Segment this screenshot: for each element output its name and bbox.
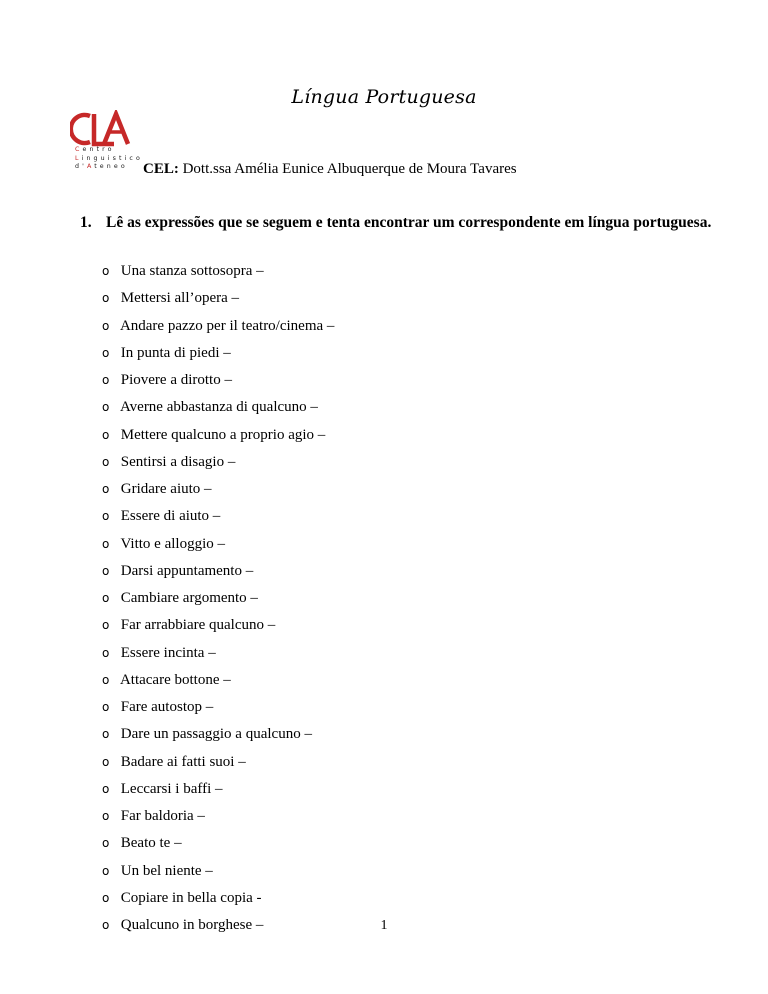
bullet-icon: o: [102, 918, 110, 932]
list-item: o Essere di aiuto –: [102, 508, 221, 525]
bullet-icon: o: [102, 727, 110, 742]
exercise-question: [80, 212, 730, 233]
list-item: o Andare pazzo per il teatro/cinema –: [102, 317, 335, 334]
bullet-icon: o: [102, 890, 110, 905]
list-item: o Un bel niente –: [102, 862, 213, 879]
list-item: o Vitto e alloggio –: [102, 535, 225, 552]
bullet-icon: o: [102, 482, 110, 496]
list-item: o In punta di piedi –: [102, 344, 231, 361]
list-item: o Beato te –: [102, 835, 182, 852]
page-title: Língua Portuguesa: [291, 86, 477, 108]
teacher-name: Dott.ssa Amélia Eunice Albuquerque de Moura Tavares: [182, 161, 517, 177]
bullet-icon: o: [102, 509, 110, 524]
bullet-icon: o: [102, 400, 110, 415]
list-item: o Essere incinta –: [102, 644, 216, 661]
list-item: o Cambiare argomento –: [102, 590, 258, 606]
list-item: o Piovere a dirotto –: [102, 372, 232, 388]
bullet-icon: o: [102, 536, 110, 551]
list-item: o Averne abbastanza di qualcuno –: [102, 399, 318, 416]
bullet-icon: o: [102, 318, 110, 333]
teacher-label: CEL:: [143, 161, 179, 177]
bullet-icon: o: [102, 645, 110, 660]
bullet-icon: o: [102, 672, 110, 687]
bullet-icon: o: [102, 291, 110, 306]
page-number: 1: [380, 918, 388, 933]
list-item: o Una stanza sottosopra –: [102, 263, 264, 279]
list-item: o Copiare in bella copia -: [102, 889, 262, 906]
bullet-icon: o: [102, 700, 110, 714]
bullet-icon: o: [102, 264, 110, 278]
bullet-icon: o: [102, 809, 110, 823]
logo-caption: Centro Linguistico d'Ateneo: [75, 146, 143, 171]
list-item: o Gridare aiuto –: [102, 481, 212, 497]
expression-list: [102, 262, 334, 943]
bullet-icon: o: [102, 863, 110, 878]
list-item: o Far baldoria –: [102, 808, 205, 824]
bullet-icon: o: [102, 591, 110, 605]
list-item: o Darsi appuntamento –: [102, 562, 254, 579]
list-item: o Dare un passaggio a qualcuno –: [102, 726, 312, 743]
question-number: 1.: [80, 214, 92, 231]
bullet-icon: o: [102, 454, 110, 469]
bullet-icon: o: [102, 781, 110, 796]
bullet-icon: o: [102, 373, 110, 387]
bullet-icon: o: [102, 427, 110, 442]
list-item: o Sentirsi a disagio –: [102, 453, 236, 470]
list-item: o Leccarsi i baffi –: [102, 780, 223, 797]
question-text: Lê as expressões que se seguem e tenta encontrar um correspondente em língua portuguesa.: [106, 214, 712, 231]
teacher-line: [143, 161, 517, 178]
list-item: o Qualcuno in borghese –: [102, 917, 264, 933]
list-item: o Far arrabbiare qualcuno –: [102, 617, 276, 634]
bullet-icon: o: [102, 618, 110, 633]
list-item: o Badare ai fatti suoi –: [102, 753, 246, 770]
list-item: o Fare autostop –: [102, 699, 214, 715]
list-item: o Mettere qualcuno a proprio agio –: [102, 426, 326, 443]
bullet-icon: o: [102, 563, 110, 578]
bullet-icon: o: [102, 836, 110, 851]
bullet-icon: o: [102, 754, 110, 769]
bullet-icon: o: [102, 345, 110, 360]
list-item: o Attacare bottone –: [102, 671, 231, 688]
list-item: o Mettersi all’opera –: [102, 290, 240, 307]
